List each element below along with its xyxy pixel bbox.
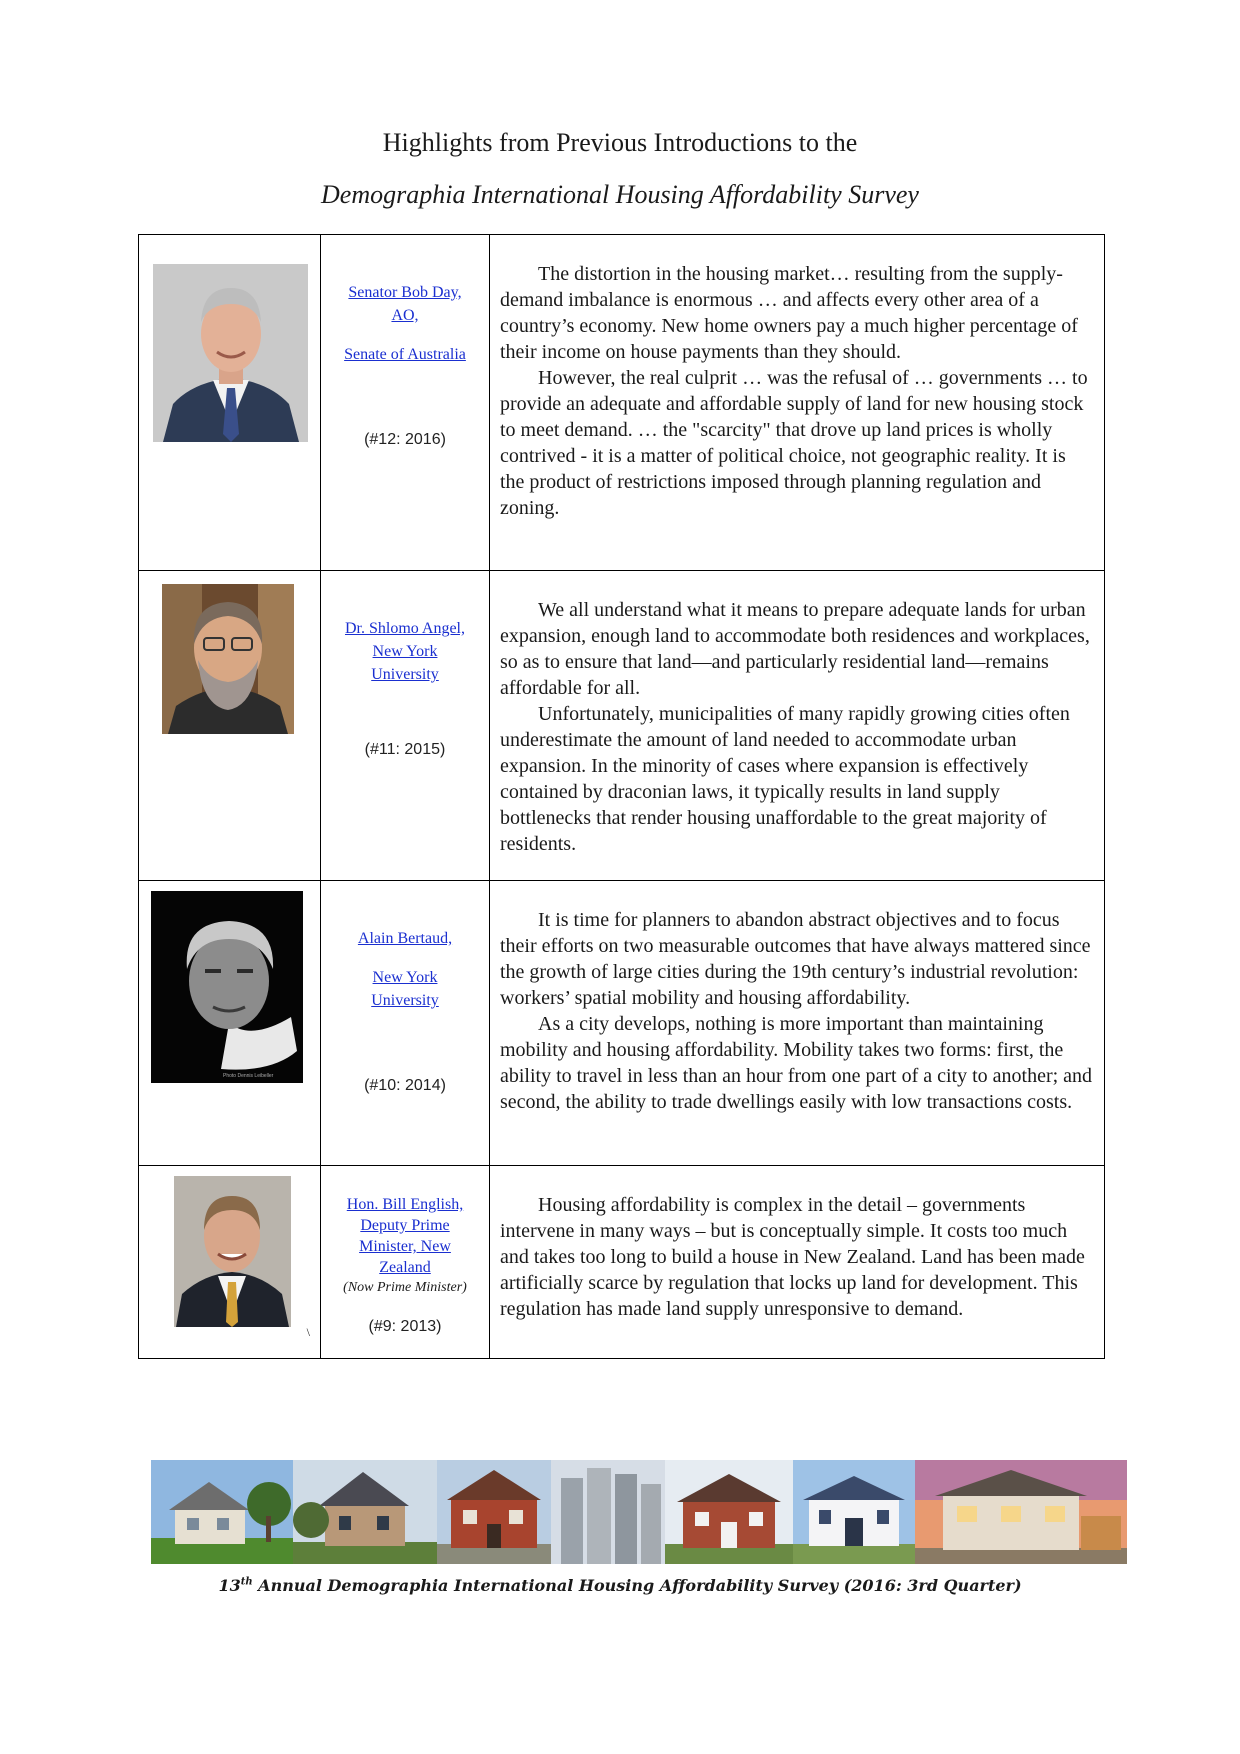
speaker-name-link[interactable]: Zealand (379, 1259, 431, 1276)
speaker-cell (321, 235, 490, 571)
speaker-name-link[interactable]: AO, (391, 307, 419, 324)
footer-text: Annual Demographia International Housing Affordability Survey (2016: 3rd Quarter) (252, 1576, 1022, 1595)
photo-credit: Photo Dennis Leibeller (223, 1073, 274, 1079)
quote-paragraph: As a city develops, nothing is more important than maintaining mobility and housing affordability. Mobility takes two forms: first, the ability to travel in less than an hour from one part of a city to another; and second, the ability to trade dwellings easily with low transactions costs. (500, 1013, 1093, 1113)
portrait-bob-day (153, 264, 308, 442)
issue-label: (#12: 2016) (364, 431, 446, 448)
footer-caption (0, 1576, 1240, 1595)
portrait-alain-bertaud (151, 891, 303, 1083)
speaker-affiliation-link[interactable]: Senate of Australia (344, 346, 466, 363)
photo-cell (139, 235, 321, 571)
quote-paragraph: It is time for planners to abandon abstract objectives and to focus their efforts on two measurable outcomes that have always mattered since the growth of large cities during the 19th century’s industrial revolution: workers’ spatial mobility and housing affordability. (500, 909, 1091, 1009)
table-row (139, 1166, 1105, 1359)
footer-ordinal: 13 (218, 1576, 241, 1595)
stray-mark: \ (306, 1325, 310, 1339)
housing-banner (151, 1460, 1127, 1564)
quote-paragraph: The distortion in the housing market… resulting from the supply-demand imbalance is enormous … and affects every other area of a country’s economy. New home owners pay a much higher percentage of their income on house payments than they should. (500, 263, 1078, 363)
speaker-name-link[interactable]: Hon. Bill English, (346, 1196, 464, 1213)
table-row (139, 235, 1105, 571)
quote-cell (490, 571, 1105, 881)
quote-cell (490, 881, 1105, 1166)
portrait-shlomo-angel (162, 584, 294, 734)
quote-paragraph: We all understand what it means to prepare adequate lands for urban expansion, enough land to accommodate both residences and workplaces, so as to ensure that land—and particularly residential land—remains affordable for all. (500, 599, 1090, 699)
page-subtitle: Demographia International Housing Affordability Survey (321, 180, 919, 209)
footer-ordinal-suffix: th (240, 1576, 253, 1588)
photo-cell (139, 1166, 321, 1359)
table-row (139, 571, 1105, 881)
speaker-name-link[interactable]: Minister, New (359, 1238, 451, 1255)
page-title: Highlights from Previous Introductions to the (382, 128, 858, 157)
quote-paragraph: Housing affordability is complex in the detail – governments intervene in many ways – but is conceptually simple. It costs too much and takes too long to build a house in New Zealand. Land has been made artificially scarce by regulation that locks up land for development. This regulation has made land supply unresponsive to demand. (500, 1194, 1085, 1320)
speaker-name-link[interactable]: Dr. Shlomo Angel, (344, 620, 465, 637)
speaker-note: (Now Prime Minister) (343, 1280, 467, 1295)
speaker-name-link[interactable]: Deputy Prime (360, 1217, 450, 1234)
speaker-affiliation-link[interactable]: New York (372, 969, 438, 986)
issue-label: (#9: 2013) (368, 1318, 442, 1335)
portrait-bill-english (174, 1176, 291, 1327)
quote-cell (490, 235, 1105, 571)
speaker-name-link[interactable]: Alain Bertaud, (357, 930, 453, 947)
speaker-name-link[interactable]: Senator Bob Day, (348, 284, 462, 301)
speaker-affiliation-link[interactable]: University (371, 992, 439, 1009)
speaker-name-link[interactable]: University (371, 666, 439, 683)
speaker-name-link[interactable]: New York (372, 643, 438, 660)
issue-label: (#11: 2015) (364, 741, 446, 758)
photo-cell (139, 571, 321, 881)
quote-cell (490, 1166, 1105, 1359)
table-row (139, 881, 1105, 1166)
photo-cell (139, 881, 321, 1166)
speaker-cell (321, 571, 490, 881)
speaker-cell (321, 1166, 490, 1359)
quote-paragraph: Unfortunately, municipalities of many rapidly growing cities often underestimate the amount of land needed to accommodate urban expansion. In the minority of cases where expansion is effectively contained by draconian laws, it typically results in land supply bottlenecks that render housing unaffordable to the great majority of residents. (500, 703, 1070, 855)
house-photos-strip (151, 1460, 1127, 1564)
introductions-table (138, 234, 1105, 1359)
speaker-cell (321, 881, 490, 1166)
quote-paragraph: However, the real culprit … was the refusal of … governments … to provide an adequate and affordable supply of land for new housing stock to meet demand. … the "scarcity" that drove up land prices is wholly contrived - it is a matter of political choice, not geographic reality. It is the product of restrictions imposed through planning regulation and zoning. (500, 367, 1088, 519)
issue-label: (#10: 2014) (364, 1077, 446, 1094)
